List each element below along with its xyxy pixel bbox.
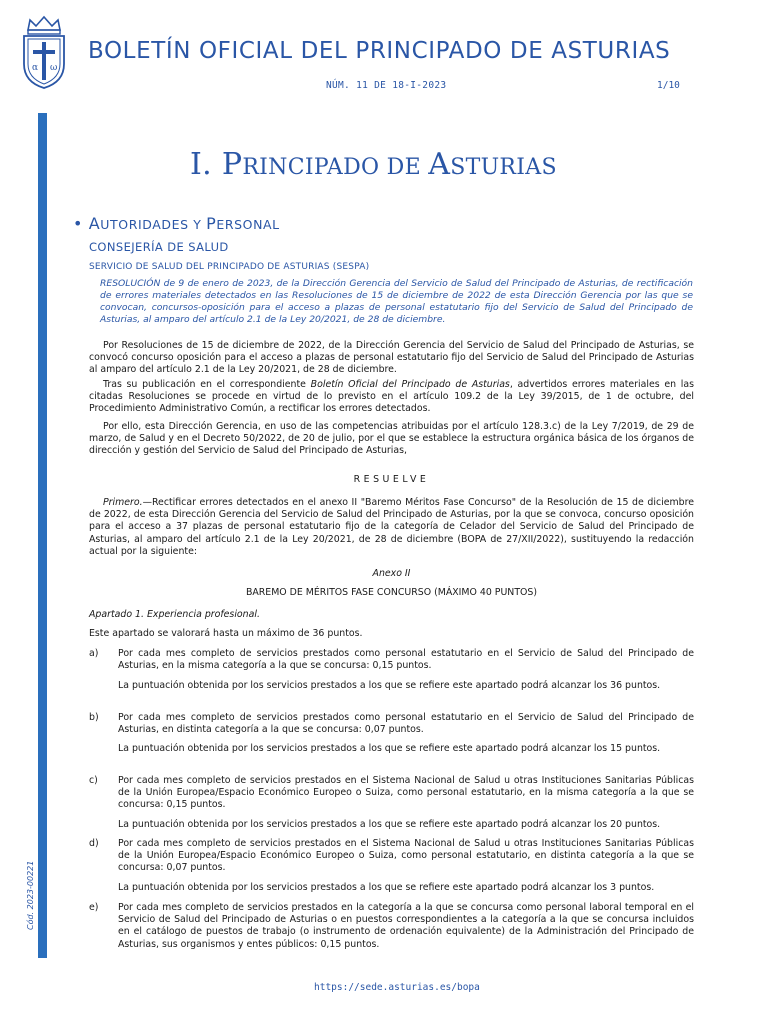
bulletin-title: BOLETÍN OFICIAL DEL PRINCIPADO DE ASTURIAS [88,38,671,64]
apartado-title: Apartado 1. Experiencia profesional. [89,609,260,620]
department-name: CONSEJERÍA DE SALUD [89,240,229,254]
asturias-coat-of-arms-icon [16,14,72,90]
page-indicator: 1/10 [657,80,680,91]
item-d-letter: d) [89,838,99,849]
svg-text:α: α [32,63,39,73]
svg-text:ω: ω [50,63,58,73]
item-b-note: La puntuación obtenida por los servicios prestados a los que se refiere este apartado podrá alcanzar los 15 puntos. [118,743,661,754]
item-d-text: Por cada mes completo de servicios prestados en el Sistema Nacional de Salud u otras Instituciones Sanitarias Públicas de la Unión Europea/Espacio Económico Europeo o Suiza, como personal estatutario, en distinta categoría a la que se concursa: 0,07 puntos. [118,838,694,874]
item-b-letter: b) [89,712,99,723]
side-bar [38,113,47,958]
apartado-intro: Este apartado se valorará hasta un máximo de 36 puntos. [89,628,363,639]
subsection-title: • AUTORIDADES Y PERSONAL [73,214,280,233]
annex-title: Anexo II [372,568,411,579]
paragraph-2: Tras su publicación en el correspondiente Boletín Oficial del Principado de Asturias, advertidos errores materiales en las citadas Resoluciones se procede en virtud de lo previsto en el artículo 109.2 de la Ley 39/2015, de 1 de octubre, del Procedimiento Administrativo Común, a rectificar los errores detectados. [89,379,694,415]
section-title: I. PRINCIPADO DE ASTURIAS [190,147,557,182]
paragraph-3: Por ello, esta Dirección Gerencia, en uso de las competencias atribuidas por el artículo 128.3.c) de la Ley 7/2019, de 29 de marzo, de Salud y en el Decreto 50/2022, de 20 de julio, por el que se establece la estructura orgánica básica de los órganos de dirección y gestión del Servicio de Salud del Principado de Asturias, [89,421,694,457]
service-name: SERVICIO DE SALUD DEL PRINCIPADO DE ASTURIAS (SESPA) [89,262,370,272]
resuelve-heading: RESUELVE [353,474,430,485]
item-a-letter: a) [89,648,99,659]
item-c-text: Por cada mes completo de servicios prestados en el Sistema Nacional de Salud u otras Instituciones Sanitarias Públicas de la Unión Europea/Espacio Económico Europeo o Suiza, como personal estatutario, en la misma categoría a la que se concursa: 0,15 puntos. [118,775,694,811]
item-c-note: La puntuación obtenida por los servicios prestados a los que se refiere este apartado podrá alcanzar los 20 puntos. [118,819,661,830]
item-a-text: Por cada mes completo de servicios prestados como personal estatutario en el Servicio de Salud del Principado de Asturias, en la misma categoría a la que se concursa: 0,15 puntos. [118,648,694,672]
resolution-title: RESOLUCIÓN de 9 de enero de 2023, de la Dirección Gerencia del Servicio de Salud del Principado de Asturias, de rectificación de errores materiales detectados en las Resoluciones de 15 de diciembre de 2022 de esta Dirección Gerencia por las que se convocan, concursos-oposición para el acceso a plazas de personal estatutario fijo del Servicio de Salud del Principado de Asturias, al amparo del artículo 2.1 de la Ley 20/2021, de 28 de diciembre. [100,278,693,325]
item-a-note: La puntuación obtenida por los servicios prestados a los que se refiere este apartado podrá alcanzar los 36 puntos. [118,680,661,691]
item-e-letter: e) [89,902,99,913]
item-b-text: Por cada mes completo de servicios prestados como personal estatutario en el Servicio de Salud del Principado de Asturias, en distinta categoría a la que se concursa: 0,07 puntos. [118,712,694,736]
issue-number: NÚM. 11 DE 18-I-2023 [326,80,447,91]
baremo-title: BAREMO DE MÉRITOS FASE CONCURSO (MÁXIMO 40 PUNTOS) [245,587,538,598]
item-e-text: Por cada mes completo de servicios prestados en la categoría a la que se concursa como personal laboral temporal en el Servicio de Salud del Principado de Asturias o en puestos correspondientes a la categoría a la que se concursa incluidos en el catálogo de puestos de trabajo (o instrumento de ordenación equivalente) de la Administración del Principado de Asturias, sus organismos y entes públicos: 0,15 puntos. [118,902,694,950]
item-d-note: La puntuación obtenida por los servicios prestados a los que se refiere este apartado podrá alcanzar los 3 puntos. [118,882,655,893]
paragraph-1: Por Resoluciones de 15 de diciembre de 2022, de la Dirección Gerencia del Servicio de Salud del Principado de Asturias, se convocó concurso oposición para el acceso a plazas de personal estatutario fijo del Servicio de Salud del Principado de Asturias al amparo del artículo 2.1 de la Ley 20/2021, de 28 de diciembre. [89,340,694,376]
paragraph-primero: Primero.—Rectificar errores detectados en el anexo II "Baremo Méritos Fase Concurso" de la Resolución de 15 de diciembre de 2022, de esta Dirección Gerencia del Servicio de Salud del Principado de Asturias, por la que se convoca, concurso oposición para el acceso a 37 plazas de personal estatutario fijo de la categoría de Celador del Servicio de Salud del Principado de Asturias, al amparo del artículo 2.1 de la Ley 20/2021, de 28 de diciembre (BOPA de 27/XII/2022), sustituyendo la redacción actual por la siguiente: [89,497,694,557]
footer-link[interactable]: https://sede.asturias.es/bopa [314,982,480,993]
document-code: Cód. 2023-00221 [26,860,35,930]
item-c-letter: c) [89,775,98,786]
